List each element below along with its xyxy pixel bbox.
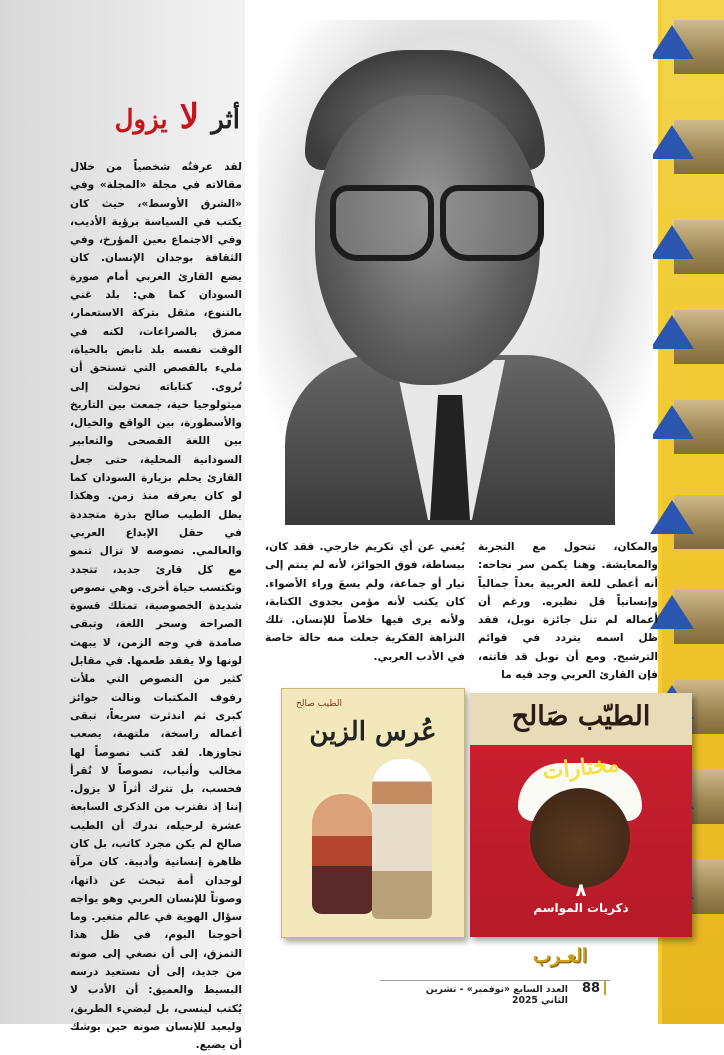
headline-word-red: لا — [179, 97, 200, 137]
book-cover-urs-alzain — [281, 688, 465, 938]
pyramid-icon — [650, 405, 694, 439]
book-cover-series: ذكريات المواسم — [533, 901, 629, 915]
book-cover-number: ٨ — [575, 880, 587, 901]
pyramid-icon — [650, 315, 694, 349]
book-cover-title: عُرس الزين — [309, 717, 437, 747]
pyramid-icon — [650, 225, 694, 259]
pyramid-icon — [650, 125, 694, 159]
pyramid-icon — [650, 500, 694, 534]
headline-word-red: يزول — [114, 105, 168, 135]
portrait-glasses-lens — [330, 185, 434, 261]
page-number: 88 — [581, 981, 601, 996]
book-cover-author: الطيّب صَالح — [511, 701, 651, 732]
book-cover-subtitle: مختارات — [541, 751, 621, 785]
book-cover-mukhtarat — [470, 693, 692, 937]
article-main-column: لقد عرفتُه شخصياً من خلال مقالاته في مجلة «المجلة» وفي «الشرق الأوسط»، حيث كان يكتب في السياسة برؤية الأديب، وفي الاجتماع بعين المؤرخ، وفي الثقافة بوجدان الإنسان. كان يضع القارئ العربي أمام صورة السودان كما هي: بلد غني بالتنوع، مثقل بتركة الاستعمار، ممزق بالصراعات، لكنه في الوقت نفسه بلد نابض بالحياة، مليء بالقصص التي تستحق أن تُروى. كتاباته تحولت إلى ميثولوجيا حية، جمعت بين التاريخ والأسطورة، بين الواقع والخيال، بين اللغة الفصحى والتعابير السودانية المحلية، حتى جعل القارئ يحلم بزيارة السودان كما لو كان يعرفه منذ زمن. وهكذا يظل الطيب صالح بذرة متجددة في حقل الإبداع العربي والعالمي. نصوصه لا تزال تنمو مع كل قارئ جديد، تتجدد وتكتسب حياة أخرى. وهي نصوص شديدة الخصوصية، تمتلك قسوة الصراحة وسحر اللغة، وتبقى صامدة في وجه الزمن، لا يبهت لونها ولا يفقد طعمها. في مقابل كثير من النصوص التي ملأت رفوف المكتبات ونالت جوائز كبرى ثم اندثرت سريعاً، تبقى أعماله راسخة، ملتهبة، يصعب تجاوزها. لقد كتب نصوصاً لها مخالب وأنياب، نصوصاً لا تُقرأ فحسب، بل تترك أثراً لا يزول. إننا إذ نقترب من الذكرى السابعة عشرة لرحيله، ندرك أن الطيب صالح لم يكن مجرد كاتب، بل كان ظاهرة إنسانية وأدبية. كان مرآة لوجدان أمة تبحث عن ذاتها، وصوتاً للإنسان العربي وهو يواجه سؤال الهوية في عالم متغير. وما أحوجنا اليوم، في ظل هذا التمزق، إلى أن نصغي إلى صوته من جديد، إلى أن نستعيد درسه البسيط والعميق: أن الأدب لا يُكتب لينسى، بل ليضيء الطريق، وليعيد للإنسان صوته حين يوشك أن يضيع. — [70, 161, 242, 1052]
book-illustration-woman — [312, 794, 374, 914]
portrait-glasses-lens — [440, 185, 544, 261]
article-headline — [100, 97, 240, 137]
headline-word: أثر — [211, 105, 240, 135]
pyramid-icon — [650, 25, 694, 59]
footer-separator — [604, 981, 606, 995]
footer-divider — [380, 980, 610, 981]
article-middle-column: يُغني عن أي تكريم خارجي. فقد كان، ببساطة، فوق الجوائز، لأنه لم ينتم إلى تيار أو جماعة، ولم يسعَ وراء الأضواء. كان يكتب لأنه مؤمن بجدوى الكتابة، ولأنه يرى فيها خلاصاً للإنسان. تلك النزاهة الفكرية جعلت منه حالة خاصة في الأدب العربي. — [265, 541, 465, 663]
magazine-logo: العـرب — [532, 945, 588, 967]
book-illustration-caricature — [530, 788, 630, 888]
book-cover-author: الطيب صالح — [296, 699, 342, 709]
footer-issue-info: العدد السابع «نوفمبر» - تشرين الثاني 2025 — [425, 984, 568, 1006]
article-right-column: والمكان، تتحول مع التجربة والمعايشة. وهنا يكمن سر نجاحه: أنه أعطى للغة العربية بعداً جمالياً وإنسانياً قل نظيره. ورغم أن أعماله لم تنل جائزة نوبل، فقد ظل اسمه يتردد في قوائم الترشيح. ومع أن نوبل قد فاتته، فإن القارئ العربي وجد فيه ما — [478, 541, 658, 682]
book-illustration-man — [372, 759, 432, 919]
